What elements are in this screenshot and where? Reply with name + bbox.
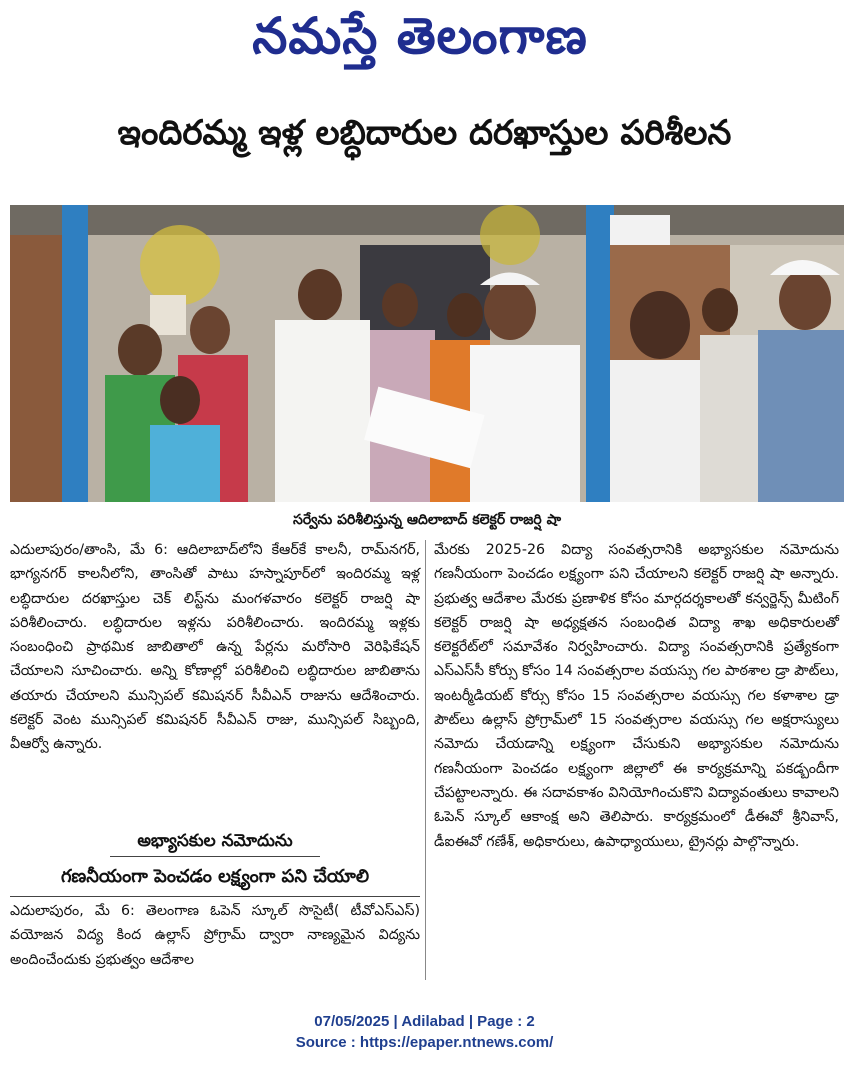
headline-text: ఇందిరమ్మ ఇళ్ల లబ్ధిదారుల దరఖాస్తుల పరిశీలన (117, 113, 732, 153)
article-headline (10, 100, 839, 174)
article1-text: ఎదులాపురం/తాంసి, మే 6: ఆదిలాబాద్‌లోని కేఆర్‌కే కాలనీ, రామ్‌నగర్, భాగ్యనగర్ కాలనీలోని, తాంసితో పాటు హస్నాపూర్‌లో ఇందిరమ్మ ఇళ్ల లబ్ధిదారుల దరఖాస్తుల చెక్ లిస్ట్‌ను మంగళవారం కలెక్టర్ రాజర్షి షా పరిశీలించారు. లబ్ధిదారుల ఇళ్లను పరిశీలించారు. ఇందిరమ్మ ఇళ్లకు సంబంధించి ప్రాథమిక జాబితాలో ఉన్న పేర్లను మరోసారి వెరిఫికేషన్ చేయాలని సూచించారు. అన్ని కోణాల్లో పరిశీలించి లబ్ధిదారుల జాబితాను తయారు చేయాలని మున్సిపల్ కమిషనర్ సీవీఎన్ రాజును ఆదేశించారు. కలెక్టర్ వెంట మున్సిపల్ కమిషనర్ సీవీఎన్ రాజు, మున్సిపల్ సిబ్బంది, వీఆర్వో ఉన్నారు. (10, 542, 420, 753)
news-photo (10, 205, 844, 502)
article2-text-right: మేరకు 2025-26 విద్యా సంవత్సరానికి అభ్యాసకుల నమోదును గణనీయంగా పెంచడం లక్ష్యంగా పని చేయాలని కలెక్టర్ రాజర్షి షా అన్నారు. ప్రభుత్వ ఆదేశాల మేరకు ప్రణాళిక కోసం మార్గదర్శకాలతో కన్వర్జెన్స్ మీటింగ్ కలెక్టర్ రాజర్షి షా అధ్యక్షతన సంబంధిత విద్యా శాఖ అధికారులతో కలెక్టరేట్‌లో సమావేశం నిర్వహించారు. విద్యా సంవత్సరానికి ప్రత్యేకంగా ఎస్ఎస్‌సీ కోర్సు కోసం 14 సంవత్సరాల వయస్సు గల పాఠశాల డ్రా పౌట్‌లు, ఇంటర్మీడియట్ కోర్సు కోసం 15 సంవత్సరాల వయస్సు గల కళాశాల డ్రా పౌట్‌లు ఉల్లాస్ ప్రోగ్రామ్‌లో 15 సంవత్సరాల వయస్సు గల అక్షరాస్యులు నమోదు చేయడాన్ని లక్ష్యంగా చేసుకుని అభ్యాసకుల నమోదును గణనీయంగా పెంచడం లక్ష్యంగా జిల్లాలో ఈ కార్యక్రమాన్ని పకడ్బందీగా చేపట్టాలన్నారు. ఈ సదావకాశం వినియోగించుకొని విద్యావంతులు కావాలని ఓపెన్ స్కూల్ ఆకాంక్ష అని తెలిపారు. కార్యక్రమంలో డీఈవో శ్రీనివాస్, డీఐఈవో గణేశ్, అధికారులు, ఉపాధ్యాయులు, ట్రైనర్లు పాల్గొన్నారు. (434, 542, 839, 850)
column-divider (425, 540, 426, 980)
article2-body-right (434, 538, 839, 854)
article2-body-left (10, 899, 420, 972)
article2-subhead-2: గణనీయంగా పెంచడం లక్ష్యంగా పని చేయాలి (60, 866, 370, 887)
subhead-rule (10, 896, 420, 897)
footer-date-edition: 07/05/2025 | Adilabad | Page : 2 (314, 1013, 535, 1030)
article2-subhead-1: అభ్యాసకుల నమోదును (137, 831, 293, 851)
subhead-rule (110, 856, 320, 857)
masthead-title: నమస్తే తెలంగాణ (252, 6, 588, 65)
article2-text-left: ఎదులాపురం, మే 6: తెలంగాణ ఓపెన్ స్కూల్ సొసైటీ( టీవోఎస్ఎస్) వయోజన విద్య కింద ఉల్లాస్ ప్రోగ్రామ్ ద్వారా నాణ్యమైన విద్యను అందించేందుకు ప్రభుత్వం ఆదేశాల (10, 903, 420, 968)
news-photo-illustration (10, 205, 844, 502)
newspaper-masthead (200, 6, 640, 78)
article1-body (10, 538, 420, 757)
photo-caption: సర్వేను పరిశీలిస్తున్న ఆదిలాబాద్ కలెక్టర్ రాజర్షి షా (293, 511, 561, 528)
footer-source-link[interactable]: Source : https://epaper.ntnews.com/ (295, 1034, 554, 1051)
